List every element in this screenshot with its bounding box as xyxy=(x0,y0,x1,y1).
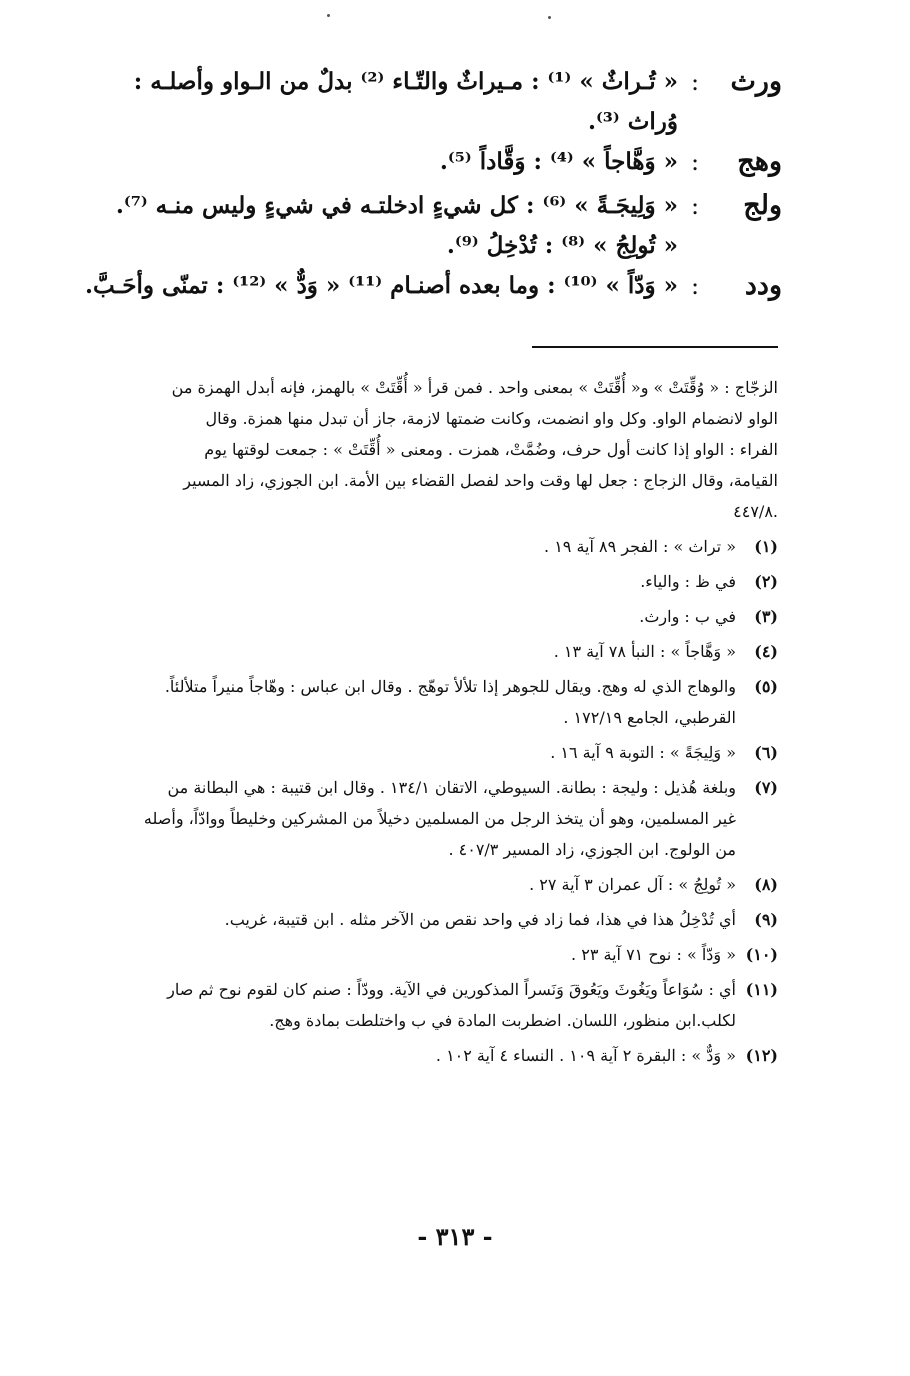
footnote-text: في ظ : والياء. xyxy=(640,572,736,591)
footnote xyxy=(102,671,778,733)
footnote-text: « وَدٌّ » : البقرة ٢ آية ١٠٩ . النساء ٤ آية ١٠٢ . xyxy=(435,1046,736,1065)
entry-line: « تُـراثٌ » ⁽¹⁾ : مـيراثٌ والتّـاء ⁽²⁾ بدلٌ من الـواو وأصلـه : xyxy=(133,68,678,95)
note-line: الفراء : الواو إذا كانت أول حرف، وضُمَّتْ، همزت . ومعنى « أُقِّتَتْ » : جمعت لوقتها يوم xyxy=(204,440,778,459)
footnote-separator xyxy=(532,346,778,348)
entry-colon: : xyxy=(690,272,700,300)
entry-wadad xyxy=(84,266,782,310)
footnote xyxy=(102,531,778,562)
entry-line: « وَلِيجَـةً » ⁽⁶⁾ : كل شيءٍ ادخلتـه في شيءٍ وليس منـه ⁽⁷⁾. xyxy=(115,192,678,219)
entry-root: وهج xyxy=(737,146,782,177)
footnote-number: (٤) xyxy=(754,642,778,661)
continued-note xyxy=(102,372,778,527)
entry-body xyxy=(98,186,678,266)
footnote-number: (٦) xyxy=(754,743,778,762)
footnote-text: « تراث » : الفجر ٨٩ آية ١٩ . xyxy=(544,537,736,556)
footnotes-section xyxy=(102,372,778,1071)
footnote-text: « وَهَّاجاً » : النبأ ٧٨ آية ١٣ . xyxy=(553,642,736,661)
entry-colon: : xyxy=(690,148,700,176)
entry-warath xyxy=(98,62,782,142)
footnote xyxy=(102,737,778,768)
page-number: - ٣١٣ - xyxy=(417,1222,493,1251)
entry-root: ودد xyxy=(744,270,782,301)
footnote-number: (١٠) xyxy=(745,945,778,964)
footnote-number: (٨) xyxy=(754,875,778,894)
footnote-text: « وَدّاً » : نوح ٧١ آية ٢٣ . xyxy=(571,945,736,964)
entry-line: وُراث ⁽³⁾. xyxy=(587,108,678,135)
footnote-number: (٢) xyxy=(754,572,778,591)
entry-wahaj xyxy=(98,142,782,186)
scan-speck xyxy=(548,16,551,19)
entry-body xyxy=(85,266,678,306)
footnote xyxy=(102,566,778,597)
footnote-text: « وَلِيجَةً » : التوبة ٩ آية ١٦ . xyxy=(550,743,736,762)
entry-root: ولج xyxy=(743,190,782,221)
note-line: القيامة، وقال الزجاج : جعل لها وقت واحد لفصل القضاء بين الأمة. ابن الجوزي، زاد المسير xyxy=(183,471,778,490)
footnote xyxy=(102,772,778,865)
footnote xyxy=(102,869,778,900)
dictionary-entries xyxy=(84,62,782,310)
footnote-text: من الولوج. ابن الجوزي، زاد المسير ٤٠٧/٣ . xyxy=(448,840,736,859)
footnote xyxy=(102,939,778,970)
footnote xyxy=(102,904,778,935)
note-line: الواو لانضمام الواو. وكل واو انضمت، وكانت ضمتها لازمة، جاز أن تبدل منها همزة. وقال xyxy=(205,409,778,428)
footnote-number: (٧) xyxy=(754,778,778,797)
footnote xyxy=(102,1040,778,1071)
footnote-text: « تُولِجُ » : آل عمران ٣ آية ٢٧ . xyxy=(529,875,736,894)
footnote-text: أي تُدْخِلُ هذا في هذا، فما زاد في واحد نقص من الآخر مثله . ابن قتيبة، غريب. xyxy=(224,910,736,929)
footnote-text: أي : سُوَاعاً ويَغُوثَ ويَعُوقَ وَنَسراً المذكورين في الآية. وودّاً : صنم كان لقوم نوح ثم صار xyxy=(167,980,736,999)
note-line: الزجّاج : « وُقِّتَتْ » و« أُقِّتَتْ » بمعنى واحد . فمن قرأ « أُقِّتَتْ » بالهمز، فإنه أبدل الهمزة من xyxy=(171,378,778,397)
entry-body xyxy=(98,62,678,142)
footnote-number: (١٢) xyxy=(745,1046,778,1065)
footnote-text: في ب : وارث. xyxy=(639,607,736,626)
entry-root: ورث xyxy=(730,66,782,97)
scan-speck xyxy=(327,14,330,17)
footnote-text: لكلب.ابن منظور، اللسان. اضطربت المادة في ب واختلطت بمادة وهج. xyxy=(269,1011,736,1030)
entry-walaj xyxy=(98,186,782,266)
footnote xyxy=(102,636,778,667)
footnote xyxy=(102,974,778,1036)
entry-line: « وَدّاً » ⁽¹⁰⁾ : وما بعده أصنـام ⁽¹¹⁾ « وَدٌّ » ⁽¹²⁾ : تمنّى وأحَـبَّ. xyxy=(84,272,678,299)
footnote-text: والوهاج الذي له وهج. ويقال للجوهر إذا تلألأ توهّج . وقال ابن عباس : وهّاجاً منيراً متلألئاً. xyxy=(164,677,736,696)
footnote-number: (١) xyxy=(754,537,778,556)
footnote-text: وبلغة هُذيل : وليجة : بطانة. السيوطي، الاتقان ١٣٤/١ . وقال ابن قتيبة : هي البطانة من xyxy=(167,778,736,797)
footnote-number: (٩) xyxy=(754,910,778,929)
footnote-number: (٣) xyxy=(754,607,778,626)
footnote xyxy=(102,601,778,632)
footnote-number: (٥) xyxy=(754,677,778,696)
footnote-number: (١١) xyxy=(745,980,778,999)
footnote-text: غير المسلمين، وهو أن يتخذ الرجل من المسلمين دخيلاً من المشركين وخليطاً ووادّاً، وأصله xyxy=(143,809,736,828)
entry-colon: : xyxy=(690,192,700,220)
entry-line: « وَهَّاجاً » ⁽⁴⁾ : وَقَّاداً ⁽⁵⁾. xyxy=(439,148,678,175)
entry-colon: : xyxy=(690,68,700,96)
note-line: .٤٤٧/٨ xyxy=(733,502,778,521)
entry-line: « تُولِجُ » ⁽⁸⁾ : تُدْخِلُ ⁽⁹⁾. xyxy=(446,232,678,259)
entry-body xyxy=(98,142,678,182)
footnote-text: القرطبي، الجامع ١٧٢/١٩ . xyxy=(563,708,736,727)
